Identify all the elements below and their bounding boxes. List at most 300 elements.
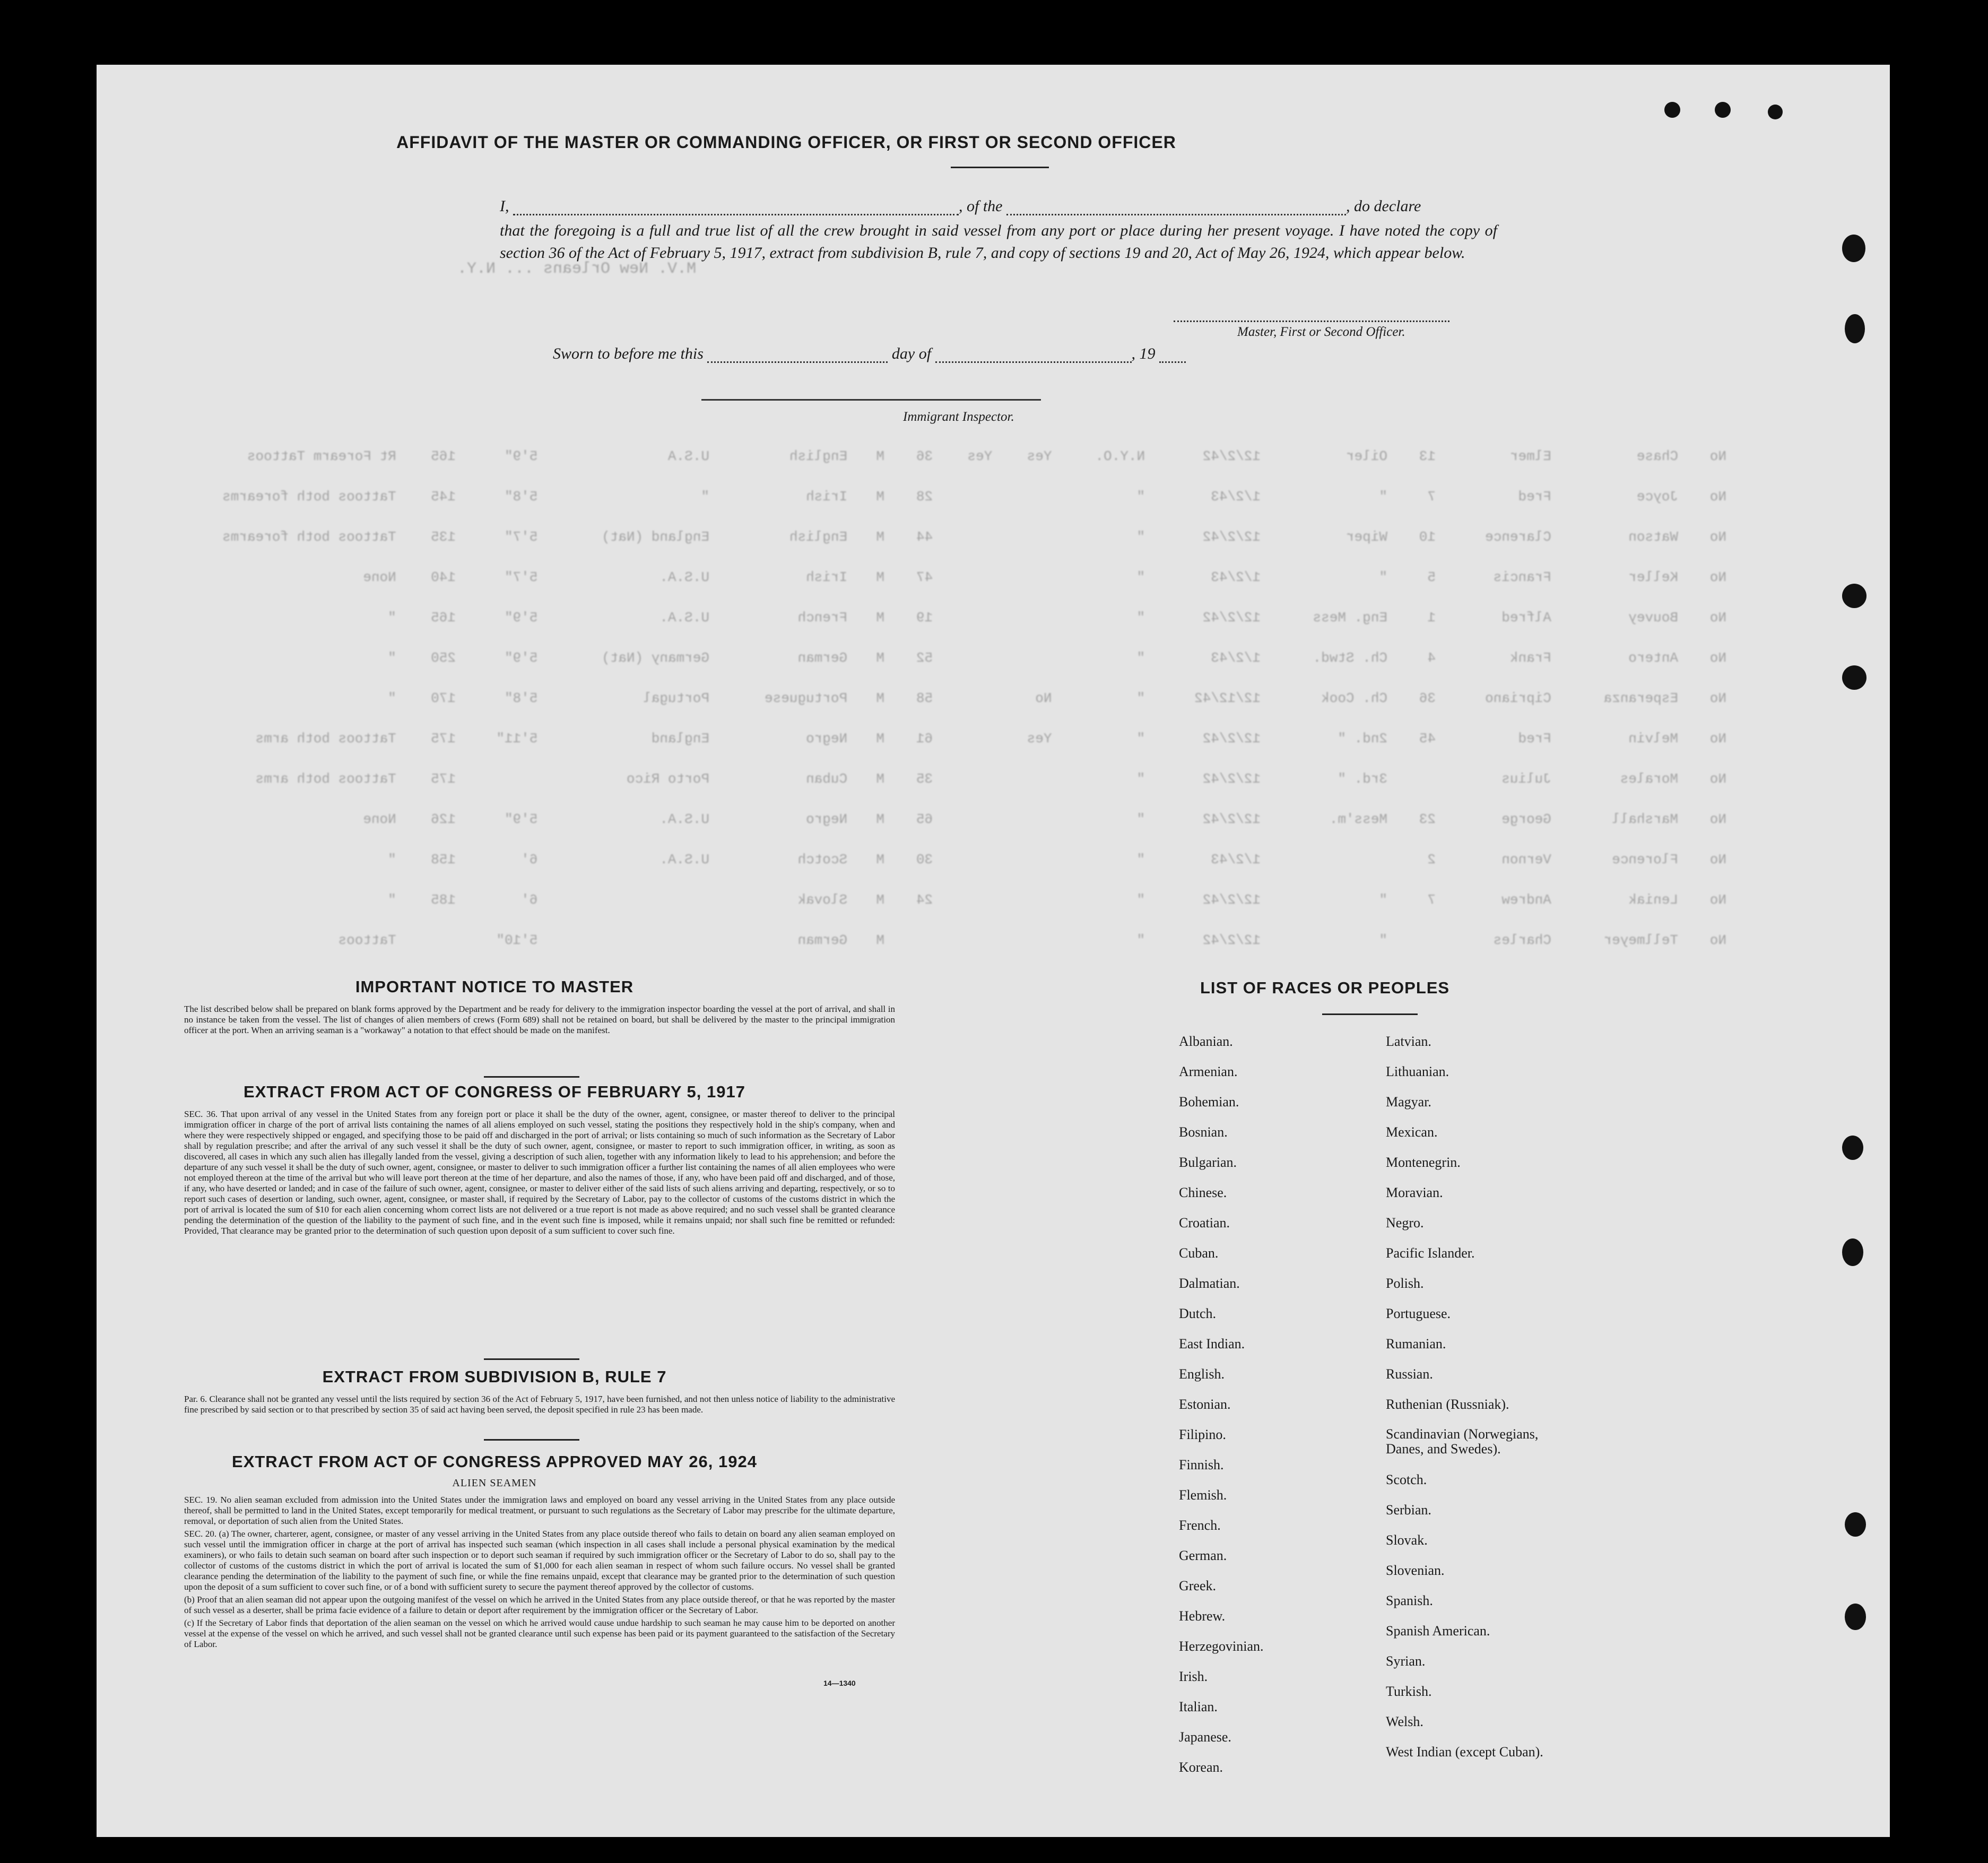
- bleed-cell: 12/2/42: [1202, 771, 1261, 787]
- punch-hole: [1842, 1136, 1863, 1160]
- bleed-cell: [942, 476, 1002, 517]
- bleed-cell: 36: [916, 448, 933, 464]
- affidavit-of-the: , of the: [959, 197, 1003, 215]
- bleed-cell: Tattoos both arms: [255, 771, 396, 787]
- bleed-cell: [1002, 920, 1061, 960]
- race-item: East Indian.: [1179, 1336, 1245, 1351]
- bleed-cell: 35: [916, 771, 933, 787]
- bleed-cell: No: [1709, 650, 1726, 666]
- bleed-cell: 1/2/43: [1211, 569, 1261, 585]
- race-item: Croatian.: [1179, 1215, 1230, 1231]
- bleed-cell: Slovak: [797, 892, 848, 908]
- race-item: Polish.: [1386, 1276, 1424, 1291]
- bleed-row: [144, 880, 1736, 920]
- race-item: Greek.: [1179, 1578, 1217, 1593]
- bleed-cell: 13: [1419, 448, 1436, 464]
- bleed-cell: No: [1709, 569, 1726, 585]
- bleed-cell: 1/2/43: [1211, 650, 1261, 666]
- bleed-cell: 5: [1427, 569, 1436, 585]
- bleed-cell: Yes: [1027, 448, 1052, 464]
- bleed-cell: M: [876, 932, 885, 948]
- punch-hole: [1845, 1604, 1866, 1630]
- bleed-cell: ": [1136, 852, 1145, 868]
- bleed-cell: 5'9": [504, 610, 538, 626]
- race-item: Chinese.: [1179, 1185, 1227, 1200]
- bleed-cell: Vernon: [1501, 852, 1551, 868]
- bleed-cell: 175: [431, 771, 456, 787]
- bleed-cell: 23: [1419, 811, 1436, 827]
- bleed-row: [144, 436, 1736, 476]
- punch-hole: [1768, 105, 1783, 119]
- bleed-cell: Antero: [1628, 650, 1678, 666]
- bleed-cell: England (Nat): [602, 529, 709, 545]
- bleed-cell: [1002, 759, 1061, 799]
- bleed-row: [144, 799, 1736, 839]
- bleed-cell: English: [789, 448, 848, 464]
- bleed-cell: Fred: [1518, 731, 1551, 747]
- bleed-cell: England: [651, 731, 709, 747]
- bleed-cell: U.S.A: [667, 448, 709, 464]
- bleed-cell: French: [797, 610, 848, 626]
- bleed-cell: Melvin: [1628, 731, 1678, 747]
- race-item: Turkish.: [1386, 1684, 1432, 1699]
- race-item: Italian.: [1179, 1699, 1218, 1714]
- race-item: Spanish American.: [1386, 1623, 1490, 1639]
- bleed-cell: Irish: [806, 569, 848, 585]
- bleed-cell: 175: [431, 731, 456, 747]
- bleed-cell: Frank: [1509, 650, 1551, 666]
- bleed-cell: 19: [916, 610, 933, 626]
- bleed-cell: George: [1501, 811, 1551, 827]
- bleed-cell: ": [1379, 892, 1387, 908]
- race-item: English.: [1179, 1366, 1225, 1382]
- bleed-through-manifest: [144, 436, 1736, 960]
- race-item: Dutch.: [1179, 1306, 1217, 1321]
- bleed-cell: Yes: [967, 448, 993, 464]
- bleed-cell: 126: [431, 811, 456, 827]
- year-blank: [1159, 348, 1186, 363]
- bleed-cell: ": [1136, 932, 1145, 948]
- bleed-cell: 5'9": [504, 650, 538, 666]
- punch-hole: [1842, 1238, 1863, 1266]
- divider: [484, 1076, 579, 1078]
- bleed-cell: Irish: [806, 489, 848, 505]
- bleed-cell: [1397, 920, 1445, 960]
- bleed-row: [144, 678, 1736, 718]
- bleed-cell: 1/2/43: [1211, 489, 1261, 505]
- bleed-cell: Florence: [1612, 852, 1678, 868]
- race-item: Irish.: [1179, 1669, 1208, 1684]
- bleed-cell: 158: [431, 852, 456, 868]
- bleed-cell: Mess'm.: [1329, 811, 1387, 827]
- sec36-paragraph: SEC. 36. That upon arrival of any vessel in the United States from any foreign port or place it shall be the duty of the owner, agent, consignee, or master thereof to deliver to the principal immigration officer in charge of the port of arrival lists containing the names of all aliens employed on such vessel, stating the positions they respectively hold in the ship's company, when and where they were respectively shipped or engaged, and specifying those to be paid off and discharged in the port of arrival; or lists containing so much of such information as the Secretary of Labor shall by regulation prescribe; and after the arrival of any such vessel it shall be the duty of such owner, agent, consignee, or master to report to such immigration officer, in writing, as soon as discovered, all cases in which any such alien has illegally landed from the vessel, giving a description of such alien, together with any information likely to lead to his apprehension; and before the departure of any such vessel it shall be the duty of such owner, agent, consignee, or master to deliver to such immigration officer a further list containing the names of all alien employees who were not employed thereon at the time of the arrival but who will leave port thereon at the time of her departure, and also the names of those, if any, who have been paid off and discharged, and of those, if any, who have deserted or landed; and in case of the failure of such owner, agent, consignee, or master to deliver either of the said lists of such aliens arriving and departing, respectively, or so to report such cases of desertion or landing, such owner, agent, consignee, or master shall, if required by the Secretary of Labor, pay to the collector of customs of the customs district in which the port of arrival is located the sum of $10 for each alien concerning whom correct lists are not delivered or a true report is not made as above required; and no such vessel shall be granted clearance pending the determination of the question of the liability to the payment of such fine, and in the event such fine is imposed, while it remains unpaid; nor shall such fine be remitted or refunded: Provided, That clearance may be granted prior to the determination of such question upon deposit of a sum sufficient to cover such fine.: [184, 1109, 895, 1236]
- bleed-cell: No: [1709, 852, 1726, 868]
- bleed-cell: 165: [431, 610, 456, 626]
- bleed-cell: M: [876, 892, 885, 908]
- month-blank: [935, 348, 1132, 363]
- bleed-cell: 7: [1427, 489, 1436, 505]
- bleed-cell: 24: [916, 892, 933, 908]
- bleed-cell: None: [363, 569, 396, 585]
- bleed-cell: Negro: [806, 731, 848, 747]
- bleed-cell: 7: [1427, 892, 1436, 908]
- bleed-cell: [1002, 476, 1061, 517]
- bleed-cell: [942, 799, 1002, 839]
- title-underline: [951, 167, 1049, 168]
- race-item: Ruthenian (Russniak).: [1386, 1397, 1509, 1412]
- form-number: 14—1340: [823, 1679, 856, 1687]
- bleed-cell: ": [388, 610, 396, 626]
- bleed-row: [144, 839, 1736, 880]
- punch-hole: [1842, 235, 1865, 262]
- master-signature-line: [1174, 320, 1449, 322]
- sec20a-paragraph: SEC. 20. (a) The owner, charterer, agent, consignee, or master of any vessel arriving in the United States from any place outside thereof who fails to detain on board any alien seaman employed on such vessel until the immigration officer in charge at the port of arrival has inspected such seaman (which inspection in all cases shall include a personal physical examination by the medical examiners), or who fails to detain such seaman on board after such inspection or to deport such seaman if required by such immigration officer or the Secretary of Labor to do so, shall pay to the collector of customs of the customs district in which the port of arrival is located the sum of $1,000 for each alien seaman in respect of whom such failure occurs. No vessel shall be granted clearance pending the determination of the liability to the payment of such fine, or while the fine remains unpaid, except that clearance may be granted prior to the determination of such question upon the deposit of a sum sufficient to cover such fine, or of a bond with sufficient surety to secure the payment thereof approved by the collector of customs.: [184, 1529, 895, 1592]
- bleed-cell: ": [1136, 610, 1145, 626]
- bleed-cell: 6': [521, 892, 538, 908]
- bleed-cell: ": [1136, 892, 1145, 908]
- bleed-cell: [942, 597, 1002, 638]
- bleed-cell: [406, 920, 465, 960]
- race-item: Negro.: [1386, 1215, 1424, 1231]
- race-item: Syrian.: [1386, 1653, 1426, 1669]
- extract1924-text: [184, 1495, 895, 1652]
- bleed-cell: German: [797, 650, 848, 666]
- bleed-cell: 4: [1427, 650, 1436, 666]
- affidavit-declare: , do declare: [1346, 197, 1421, 215]
- bleed-cell: [942, 638, 1002, 678]
- race-item: Hebrew.: [1179, 1608, 1226, 1624]
- bleed-cell: Tellmeyer: [1603, 932, 1678, 948]
- bleed-cell: Negro: [806, 811, 848, 827]
- bleed-cell: ": [388, 690, 396, 706]
- sworn-year: , 19: [1131, 345, 1156, 362]
- race-item: Slovak.: [1386, 1532, 1428, 1548]
- notice-paragraph: The list described below shall be prepared on blank forms approved by the Department and be ready for delivery to the immigration inspector boarding the vessel at the port of arrival, and shall in no instance be taken from the vessel. The list of changes of alien members of crews (Form 689) shall not be retained on board, but shall be delivered by the master to the principal immigration officer at the port. When an arriving seaman is a "workaway" a notation to that effect should be made on the manifest.: [184, 1004, 895, 1035]
- bleed-cell: 10: [1419, 529, 1436, 545]
- punch-hole: [1842, 584, 1867, 608]
- bleed-cell: [1270, 839, 1397, 880]
- bleed-cell: [942, 557, 1002, 597]
- bleed-cell: M: [876, 569, 885, 585]
- race-item: Finnish.: [1179, 1457, 1224, 1472]
- bleed-row: [144, 920, 1736, 960]
- bleed-cell: 12/2/42: [1202, 448, 1261, 464]
- bleed-cell: No: [1035, 690, 1052, 706]
- race-item: Spanish.: [1386, 1593, 1433, 1608]
- race-item: West Indian (except Cuban).: [1386, 1744, 1543, 1760]
- bleed-cell: [1002, 638, 1061, 678]
- race-item: Portuguese.: [1386, 1306, 1451, 1321]
- sec20c-paragraph: (c) If the Secretary of Labor finds that deportation of the alien seaman on the vessel on which he arrived would cause undue hardship to such seaman he may cause him to be deported on another vessel at the expense of the vessel on which he arrived, and such vessel shall not be granted clearance until such expense has been paid or its payment guaranteed to the satisfaction of the Secretary of Labor.: [184, 1618, 895, 1649]
- race-item: Bosnian.: [1179, 1124, 1228, 1140]
- race-item: Pacific Islander.: [1386, 1245, 1475, 1261]
- divider: [484, 1358, 579, 1360]
- punch-hole: [1715, 102, 1731, 118]
- bleed-cell: 44: [916, 529, 933, 545]
- race-item: Moravian.: [1386, 1185, 1443, 1200]
- bleed-cell: M: [876, 852, 885, 868]
- race-item: Bulgarian.: [1179, 1155, 1237, 1170]
- bleed-cell: 47: [916, 569, 933, 585]
- divider: [484, 1439, 579, 1441]
- bleed-cell: 5'11": [496, 731, 538, 747]
- race-item: Magyar.: [1386, 1094, 1431, 1110]
- day-blank: [707, 348, 888, 363]
- bleed-cell: U.S.A.: [659, 610, 709, 626]
- bleed-cell: 5'7": [504, 569, 538, 585]
- race-item: Latvian.: [1386, 1034, 1431, 1049]
- bleed-cell: [1397, 759, 1445, 799]
- bleed-cell: Tattoos both arms: [255, 731, 396, 747]
- bleed-cell: Rt Forearm Tattoos: [247, 448, 396, 464]
- bleed-cell: Clarence: [1485, 529, 1551, 545]
- race-item: Flemish.: [1179, 1487, 1227, 1503]
- affidavit-i: I,: [500, 197, 509, 215]
- bleed-cell: No: [1709, 529, 1726, 545]
- affidavit-title: AFFIDAVIT OF THE MASTER OR COMMANDING OFFICER, OR FIRST OR SECOND OFFICER: [396, 133, 1176, 152]
- punch-hole: [1845, 1512, 1866, 1537]
- race-item: Russian.: [1386, 1366, 1433, 1382]
- bleed-row: [144, 638, 1736, 678]
- bleed-cell: U.S.A.: [659, 811, 709, 827]
- bleed-cell: 1/2/43: [1211, 852, 1261, 868]
- bleed-cell: Alfred: [1501, 610, 1551, 626]
- bleed-cell: Bouvey: [1628, 610, 1678, 626]
- bleed-cell: [1002, 517, 1061, 557]
- sworn-line: [553, 345, 1186, 363]
- inspector-caption: Immigrant Inspector.: [903, 410, 1014, 424]
- bleed-cell: M: [876, 690, 885, 706]
- master-caption: Master, First or Second Officer.: [1237, 325, 1405, 339]
- bleed-cell: 5'7": [504, 529, 538, 545]
- bleed-cell: M: [876, 610, 885, 626]
- bleed-cell: U.S.A.: [659, 569, 709, 585]
- bleed-cell: English: [789, 529, 848, 545]
- bleed-row: [144, 718, 1736, 759]
- bleed-cell: M: [876, 771, 885, 787]
- bleed-cell: 145: [431, 489, 456, 505]
- bleed-cell: Oiler: [1345, 448, 1387, 464]
- bleed-cell: ": [1136, 529, 1145, 545]
- bleed-cell: 58: [916, 690, 933, 706]
- bleed-cell: 52: [916, 650, 933, 666]
- bleed-cell: M: [876, 529, 885, 545]
- bleed-cell: 250: [431, 650, 456, 666]
- race-item: Slovenian.: [1386, 1563, 1445, 1578]
- bleed-cell: Julius: [1501, 771, 1551, 787]
- bleed-cell: M: [876, 731, 885, 747]
- race-item: Albanian.: [1179, 1034, 1233, 1049]
- bleed-cell: [1002, 839, 1061, 880]
- bleed-cell: 5'9": [504, 448, 538, 464]
- bleed-row: [144, 557, 1736, 597]
- bleed-cell: 12/2/42: [1202, 892, 1261, 908]
- bleed-cell: Tattoos both forearms: [222, 489, 396, 505]
- race-item: Estonian.: [1179, 1397, 1231, 1412]
- race-item: Japanese.: [1179, 1729, 1231, 1745]
- race-item: Armenian.: [1179, 1064, 1238, 1079]
- bleed-cell: No: [1709, 932, 1726, 948]
- bleed-cell: ": [1379, 932, 1387, 948]
- bleed-cell: [942, 759, 1002, 799]
- bleed-cell: 12/2/42: [1202, 610, 1261, 626]
- bleed-cell: ": [388, 852, 396, 868]
- bleed-cell: No: [1709, 811, 1726, 827]
- vessel-blank: [1006, 200, 1346, 215]
- bleed-cell: ": [388, 892, 396, 908]
- bleed-row: [144, 517, 1736, 557]
- inspector-signature-line: [701, 399, 1041, 401]
- bleed-cell: Cuban: [806, 771, 848, 787]
- bleed-cell: 5'8": [504, 489, 538, 505]
- alien-seamen-subtitle: ALIEN SEAMEN: [452, 1477, 537, 1489]
- bleed-cell: Tattoos: [338, 932, 396, 948]
- bleed-cell: 28: [916, 489, 933, 505]
- bleed-cell: Wiper: [1345, 529, 1387, 545]
- bleed-cell: 45: [1419, 731, 1436, 747]
- race-item: Serbian.: [1386, 1502, 1431, 1518]
- punch-hole: [1845, 314, 1865, 343]
- bleed-cell: Portuguese: [765, 690, 848, 706]
- bleed-cell: Scotch: [797, 852, 848, 868]
- bleed-cell: [942, 678, 1002, 718]
- bleed-cell: Chase: [1636, 448, 1678, 464]
- races-left-column: [1179, 1026, 1264, 1782]
- bleed-cell: ": [1136, 650, 1145, 666]
- races-title: LIST OF RACES OR PEOPLES: [1200, 978, 1450, 997]
- bleed-cell: [1002, 557, 1061, 597]
- bleed-cell: 5'8": [504, 690, 538, 706]
- bleed-cell: 12/2/42: [1202, 932, 1261, 948]
- bleed-cell: ": [1136, 811, 1145, 827]
- race-item: German.: [1179, 1548, 1227, 1563]
- bleed-cell: 185: [431, 892, 456, 908]
- rule7-title: EXTRACT FROM SUBDIVISION B, RULE 7: [322, 1367, 667, 1386]
- bleed-cell: ": [701, 489, 709, 505]
- bleed-cell: Fred: [1518, 489, 1551, 505]
- bleed-cell: 36: [1419, 690, 1436, 706]
- bleed-cell: Eng. Mess: [1313, 610, 1387, 626]
- bleed-row: [144, 759, 1736, 799]
- bleed-cell: [942, 517, 1002, 557]
- bleed-cell: ": [1379, 569, 1387, 585]
- bleed-cell: 5'9": [504, 811, 538, 827]
- bleed-cell: 170: [431, 690, 456, 706]
- race-item: Rumanian.: [1386, 1336, 1446, 1351]
- bleed-cell: Portugal: [643, 690, 709, 706]
- bleed-cell: [942, 839, 1002, 880]
- bleed-cell: Andrew: [1501, 892, 1551, 908]
- bleed-cell: ": [1379, 489, 1387, 505]
- bleed-cell: ": [1136, 771, 1145, 787]
- bleed-cell: No: [1709, 731, 1726, 747]
- bleed-cell: Watson: [1628, 529, 1678, 545]
- race-item: Bohemian.: [1179, 1094, 1239, 1110]
- bleed-cell: [1002, 880, 1061, 920]
- bleed-cell: Morales: [1620, 771, 1678, 787]
- punch-hole: [1664, 102, 1680, 118]
- bleed-cell: No: [1709, 892, 1726, 908]
- notice-title: IMPORTANT NOTICE TO MASTER: [355, 977, 634, 996]
- race-item: Lithuanian.: [1386, 1064, 1449, 1079]
- bleed-cell: 61: [916, 731, 933, 747]
- sec19-paragraph: SEC. 19. No alien seaman excluded from admission into the United States under the immigration laws and employed on board any vessel arriving in the United States from any place outside thereof, shall be permitted to land in the United States, except temporarily for medical treatment, or pursuant to such regulations as the Secretary of Labor may prescribe for the ultimate departure, removal, or deportation of such alien from the United States.: [184, 1495, 895, 1526]
- bleed-cell: 5'10": [496, 932, 538, 948]
- race-item: Welsh.: [1386, 1714, 1423, 1729]
- bleed-cell: 30: [916, 852, 933, 868]
- bleed-cell: M: [876, 811, 885, 827]
- bleed-cell: No: [1709, 489, 1726, 505]
- bleed-cell: Leniak: [1628, 892, 1678, 908]
- stamp-bleed: M.V. New Orleans ... N.Y.: [457, 260, 697, 278]
- race-item: Montenegrin.: [1386, 1155, 1461, 1170]
- bleed-cell: Elmer: [1509, 448, 1551, 464]
- bleed-cell: Cipriano: [1485, 690, 1551, 706]
- notice-text: [184, 1004, 895, 1038]
- bleed-cell: [942, 718, 1002, 759]
- race-item: Scandinavian (Norwegians, Danes, and Swedes).: [1386, 1426, 1539, 1457]
- bleed-cell: Joyce: [1636, 489, 1678, 505]
- manifest-page: [97, 65, 1890, 1837]
- bleed-cell: 1: [1427, 610, 1436, 626]
- bleed-cell: N.Y.O.: [1095, 448, 1145, 464]
- bleed-cell: 65: [916, 811, 933, 827]
- bleed-cell: [942, 920, 1002, 960]
- bleed-cell: ": [1136, 690, 1145, 706]
- extract1917-title: EXTRACT FROM ACT OF CONGRESS OF FEBRUARY 5, 1917: [244, 1082, 745, 1101]
- bleed-cell: ": [1136, 569, 1145, 585]
- bleed-cell: 140: [431, 569, 456, 585]
- bleed-cell: 165: [431, 448, 456, 464]
- race-item: Mexican.: [1386, 1124, 1438, 1140]
- bleed-cell: No: [1709, 771, 1726, 787]
- sworn-day: day of: [891, 345, 932, 362]
- bleed-cell: ": [1136, 489, 1145, 505]
- sec20b-paragraph: (b) Proof that an alien seaman did not appear upon the outgoing manifest of the vessel on which he arrived in the United States from any place outside thereof, or that he was reported by the master of such vessel as a deserter, shall be prima facie evidence of a failure to detain or deport after requirement by the immigration officer or the Secretary of Labor.: [184, 1595, 895, 1615]
- sworn-prefix: Sworn to before me this: [553, 345, 704, 362]
- rule7-text: [184, 1394, 895, 1417]
- bleed-cell: M: [876, 650, 885, 666]
- bleed-cell: Germany (Nat): [602, 650, 709, 666]
- bleed-cell: ": [1136, 731, 1145, 747]
- bleed-cell: Esperanza: [1603, 690, 1678, 706]
- bleed-cell: 135: [431, 529, 456, 545]
- bleed-cell: M: [876, 489, 885, 505]
- race-item: Cuban.: [1179, 1245, 1219, 1261]
- bleed-cell: 3rd. ": [1338, 771, 1387, 787]
- race-item: Scotch.: [1386, 1472, 1427, 1487]
- bleed-cell: Yes: [1027, 731, 1052, 747]
- race-item: Filipino.: [1179, 1427, 1226, 1442]
- bleed-cell: [1002, 597, 1061, 638]
- bleed-cell: None: [363, 811, 396, 827]
- punch-hole: [1842, 665, 1867, 690]
- rule7-paragraph: Par. 6. Clearance shall not be granted any vessel until the lists required by section 36 of the Act of February 5, 1917, have been furnished, and not then unless notice of liability to the administrative fine prescribed by said section or to that prescribed by section 35 of said act having been served, the deposit specified in rule 23 has been made.: [184, 1394, 895, 1415]
- bleed-cell: ": [388, 650, 396, 666]
- extract1924-title: EXTRACT FROM ACT OF CONGRESS APPROVED MAY 26, 1924: [232, 1452, 757, 1471]
- race-item: Herzegovinian.: [1179, 1639, 1264, 1654]
- bleed-cell: Porto Rico: [626, 771, 709, 787]
- bleed-cell: Ch. Cook: [1321, 690, 1387, 706]
- bleed-cell: Tattoos both forearms: [222, 529, 396, 545]
- race-item: Korean.: [1179, 1760, 1223, 1775]
- affidavit-line1: [500, 197, 1421, 215]
- race-item: French.: [1179, 1518, 1221, 1533]
- bleed-cell: No: [1709, 610, 1726, 626]
- bleed-cell: [547, 920, 719, 960]
- bleed-cell: 2nd. ": [1338, 731, 1387, 747]
- bleed-cell: 12/2/42: [1202, 731, 1261, 747]
